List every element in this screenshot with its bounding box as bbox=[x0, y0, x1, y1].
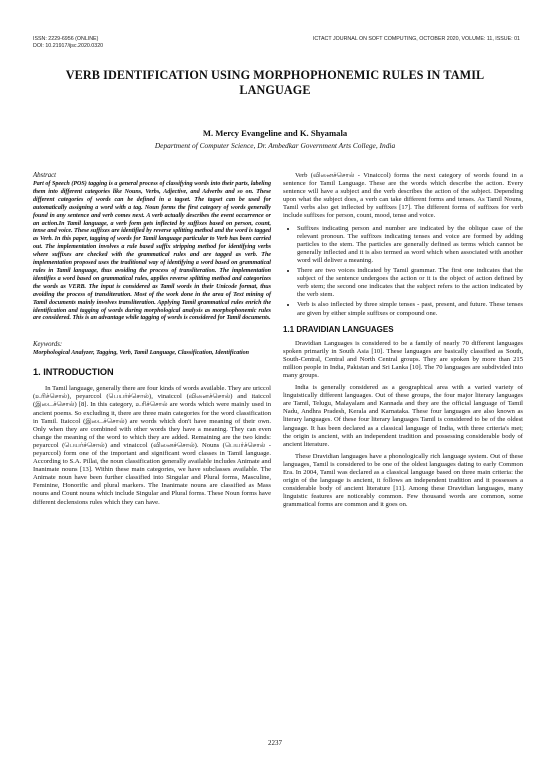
issn-text: ISSN: 2229-6956 (ONLINE) bbox=[33, 36, 99, 42]
right-column bbox=[283, 172, 523, 513]
bullet-item: • Suffixes indicating person and number are indicated by the oblique case of the relevant pronoun. The suffixes indicating tenses and voice are formed by adding particles to the stem. The particles are generally defined as terms which cannot be generally inflected and it is also termed as word which when associated with another word will deliver a meaning. bbox=[297, 225, 523, 265]
keywords-text: Morphological Analyzer, Tagging, Verb, Tamil Language, Classification, Identification bbox=[33, 350, 250, 357]
dravidian-paragraph-2: India is generally considered as a geographical area with a varied variety of linguistically different languages. Out of these groups, the four major literary languages are Tamil, Telugu, Malayalam and Kannada and they are the official language of Tamil Nadu, Andhra Pradesh, Kerala and Karnataka. These four languages are also known as literary languages. Of these four literary languages Tamil is considered to be of the oldest language. It has been declared as a classical language of India, with three criteria's met; the origin is ancient, with an independent tradition and possessing considerable body of ancient literature. bbox=[283, 384, 523, 448]
journal-header: ICTACT JOURNAL ON SOFT COMPUTING, OCTOBER 2020, VOLUME: 11, ISSUE: 01 bbox=[312, 36, 520, 42]
left-column bbox=[33, 172, 271, 511]
bullet-item: • There are two voices indicated by Tamil grammar. The first one indicates that the subject of the sentence undergoes the action or it is the object of action defined by verb stem; the second one indicates that the subject refers to the action indicated by the verb stem. bbox=[297, 267, 523, 299]
paper-authors: M. Mercy Evangeline and K. Shyamala bbox=[202, 128, 348, 138]
page-number: 2237 bbox=[268, 739, 282, 747]
keywords-heading: Keywords: bbox=[33, 341, 63, 349]
dravidian-paragraph-3: These Dravidian languages have a phonologically rich language system. Out of these languages, Tamil is considered to be one of the oldest languages dating to early Common Era. In 2004, Tamil was declared as a classical language based on three main criteria: the origin of the language is ancient, it follows an independent tradition and it possesses a considerable body of ancient literature [11]. Among these Dravidian languages, many linguistic features are noticeably common. Few thousand words are common, some grammatical forms are common and it goes on. bbox=[283, 452, 523, 509]
dravidian-paragraph-1: Dravidian Languages is considered to be a family of nearly 70 different languages spoken primarily in South Asia [10]. These languages are basically classified as South, South-Central, Central and North Central groups. They are spoken by more than 215 million people in India, Pakistan and Sri Lanka [10]. The 70 languages are subdivided into many groups. bbox=[283, 339, 523, 379]
paper-title: VERB IDENTIFICATION USING MORPHOPHONEMIC RULES IN TAMIL LANGUAGE bbox=[65, 68, 485, 97]
doi-text: DOI: 10.21917/ijsc.2020.0320 bbox=[33, 43, 104, 49]
header-left bbox=[33, 36, 103, 50]
intro-heading: 1. INTRODUCTION bbox=[33, 367, 114, 378]
paper-affiliation: Department of Computer Science, Dr. Ambedkar Government Arts College, India bbox=[154, 141, 396, 150]
bullet-item: • Verb is also inflected by three simple tenses - past, present, and future. These tenses are given by either simple suffixes or compound one. bbox=[297, 301, 523, 317]
verb-paragraph: Verb (வினைச்சொல் - Vinaiccol) forms the next category of words found in a sentence for Tamil Language. These are the words which describe the action. Every sentence will have a subject and the verb describes the action of the subject. Depending upon what the subject does, a verb can take different forms and tenses. As Tamil Nouns, Tamil verbs also get inflected by suffixes [17]. The different forms of suffixes for verb include suffixes for person, count, mood, tense and voice. bbox=[283, 172, 523, 220]
abstract-text: Part of Speech (POS) tagging is a general process of classifying words into their parts, labeling them into different categories like Nouns, Verbs, Adjective, and Adverbs and so on. These different categories of words can be defined in a tagset. The tagset can be used for automatically assigning a word with a tag. Noun forms the first category of words generally found in any sentence and verb comes next. A verb actually describes the event occurrence or an action.In Tamil language, a verb form gets inflected by suffixes based on person, count, tense and voice. These suffixes are identified by reverse splitting method and the word is tagged as Verb. In this paper, tagging of words for Tamil language particular to Verb has been carried out. The implementation involves a rule based suffix stripping method for identifying verbs where suffixes are checked with the grammatical rules and are tagged as verb. The implementation proposed uses the traditional way of identifying a word based on grammatical rules in Tamil language, thus avoiding the process of transliteration. The implementation identifies a word based on grammatical rules, applies reverse splitting method and categorizes the words as VERB. The input is considered as Tamil words in their Unicode format, thus avoiding the process of transliteration. Most of the work done in the area of Text mining of Tamil documents mainly involves transliteration. Applying Tamil grammatical rules enrich the identification and tagging of words during morphological analysis as morphophonemic rules are considered. This is an advantage while tagging of words is considered for Tamil documents. bbox=[33, 181, 271, 322]
abstract-heading: Abstract bbox=[33, 172, 57, 179]
intro-paragraph: In Tamil language, generally there are four kinds of words available. They are uriccol (உரிச்சொல்), peyarccol (பெயர்ச்சொல்), vinaiccol (வினைச்சொல்) and itaiccol (இடைச்சொல்) [8]. In this category, உரிச்சொல் are words which were mainly used in ancient poems. So excluding it, there are three main categories for the word classification in Tamil. Itaiccol (இடைச்சொல்) are words which don't have meaning of their own. Only when they are combined with other words they have a meaning. They can even change the meaning of the word to which they are added. Remaining are the two kinds: peyarccol (பெயர்ச்சொல்) and vinaiccol (வினைச்சொல்). Nouns (பெயர்ச்சொல் - peyarccol) form one of the important and significant word classes in Tamil language. According to S.A. Pillai, the noun classification generally available includes Animate and Inanimate nouns [13]. Within these main categories, we have subclasses available. The Animate noun have been further classified into Singular and Plural forms, Masculine, Feminine, Honorific and plural markers. The Inanimate nouns are classified as Mass nouns and Count nouns which include Singular and Plural forms. These Noun forms have different declensions rules which they can have. bbox=[33, 385, 271, 506]
suffix-bullet-list bbox=[283, 225, 523, 318]
dravidian-heading: 1.1 DRAVIDIAN LANGUAGES bbox=[283, 324, 394, 334]
